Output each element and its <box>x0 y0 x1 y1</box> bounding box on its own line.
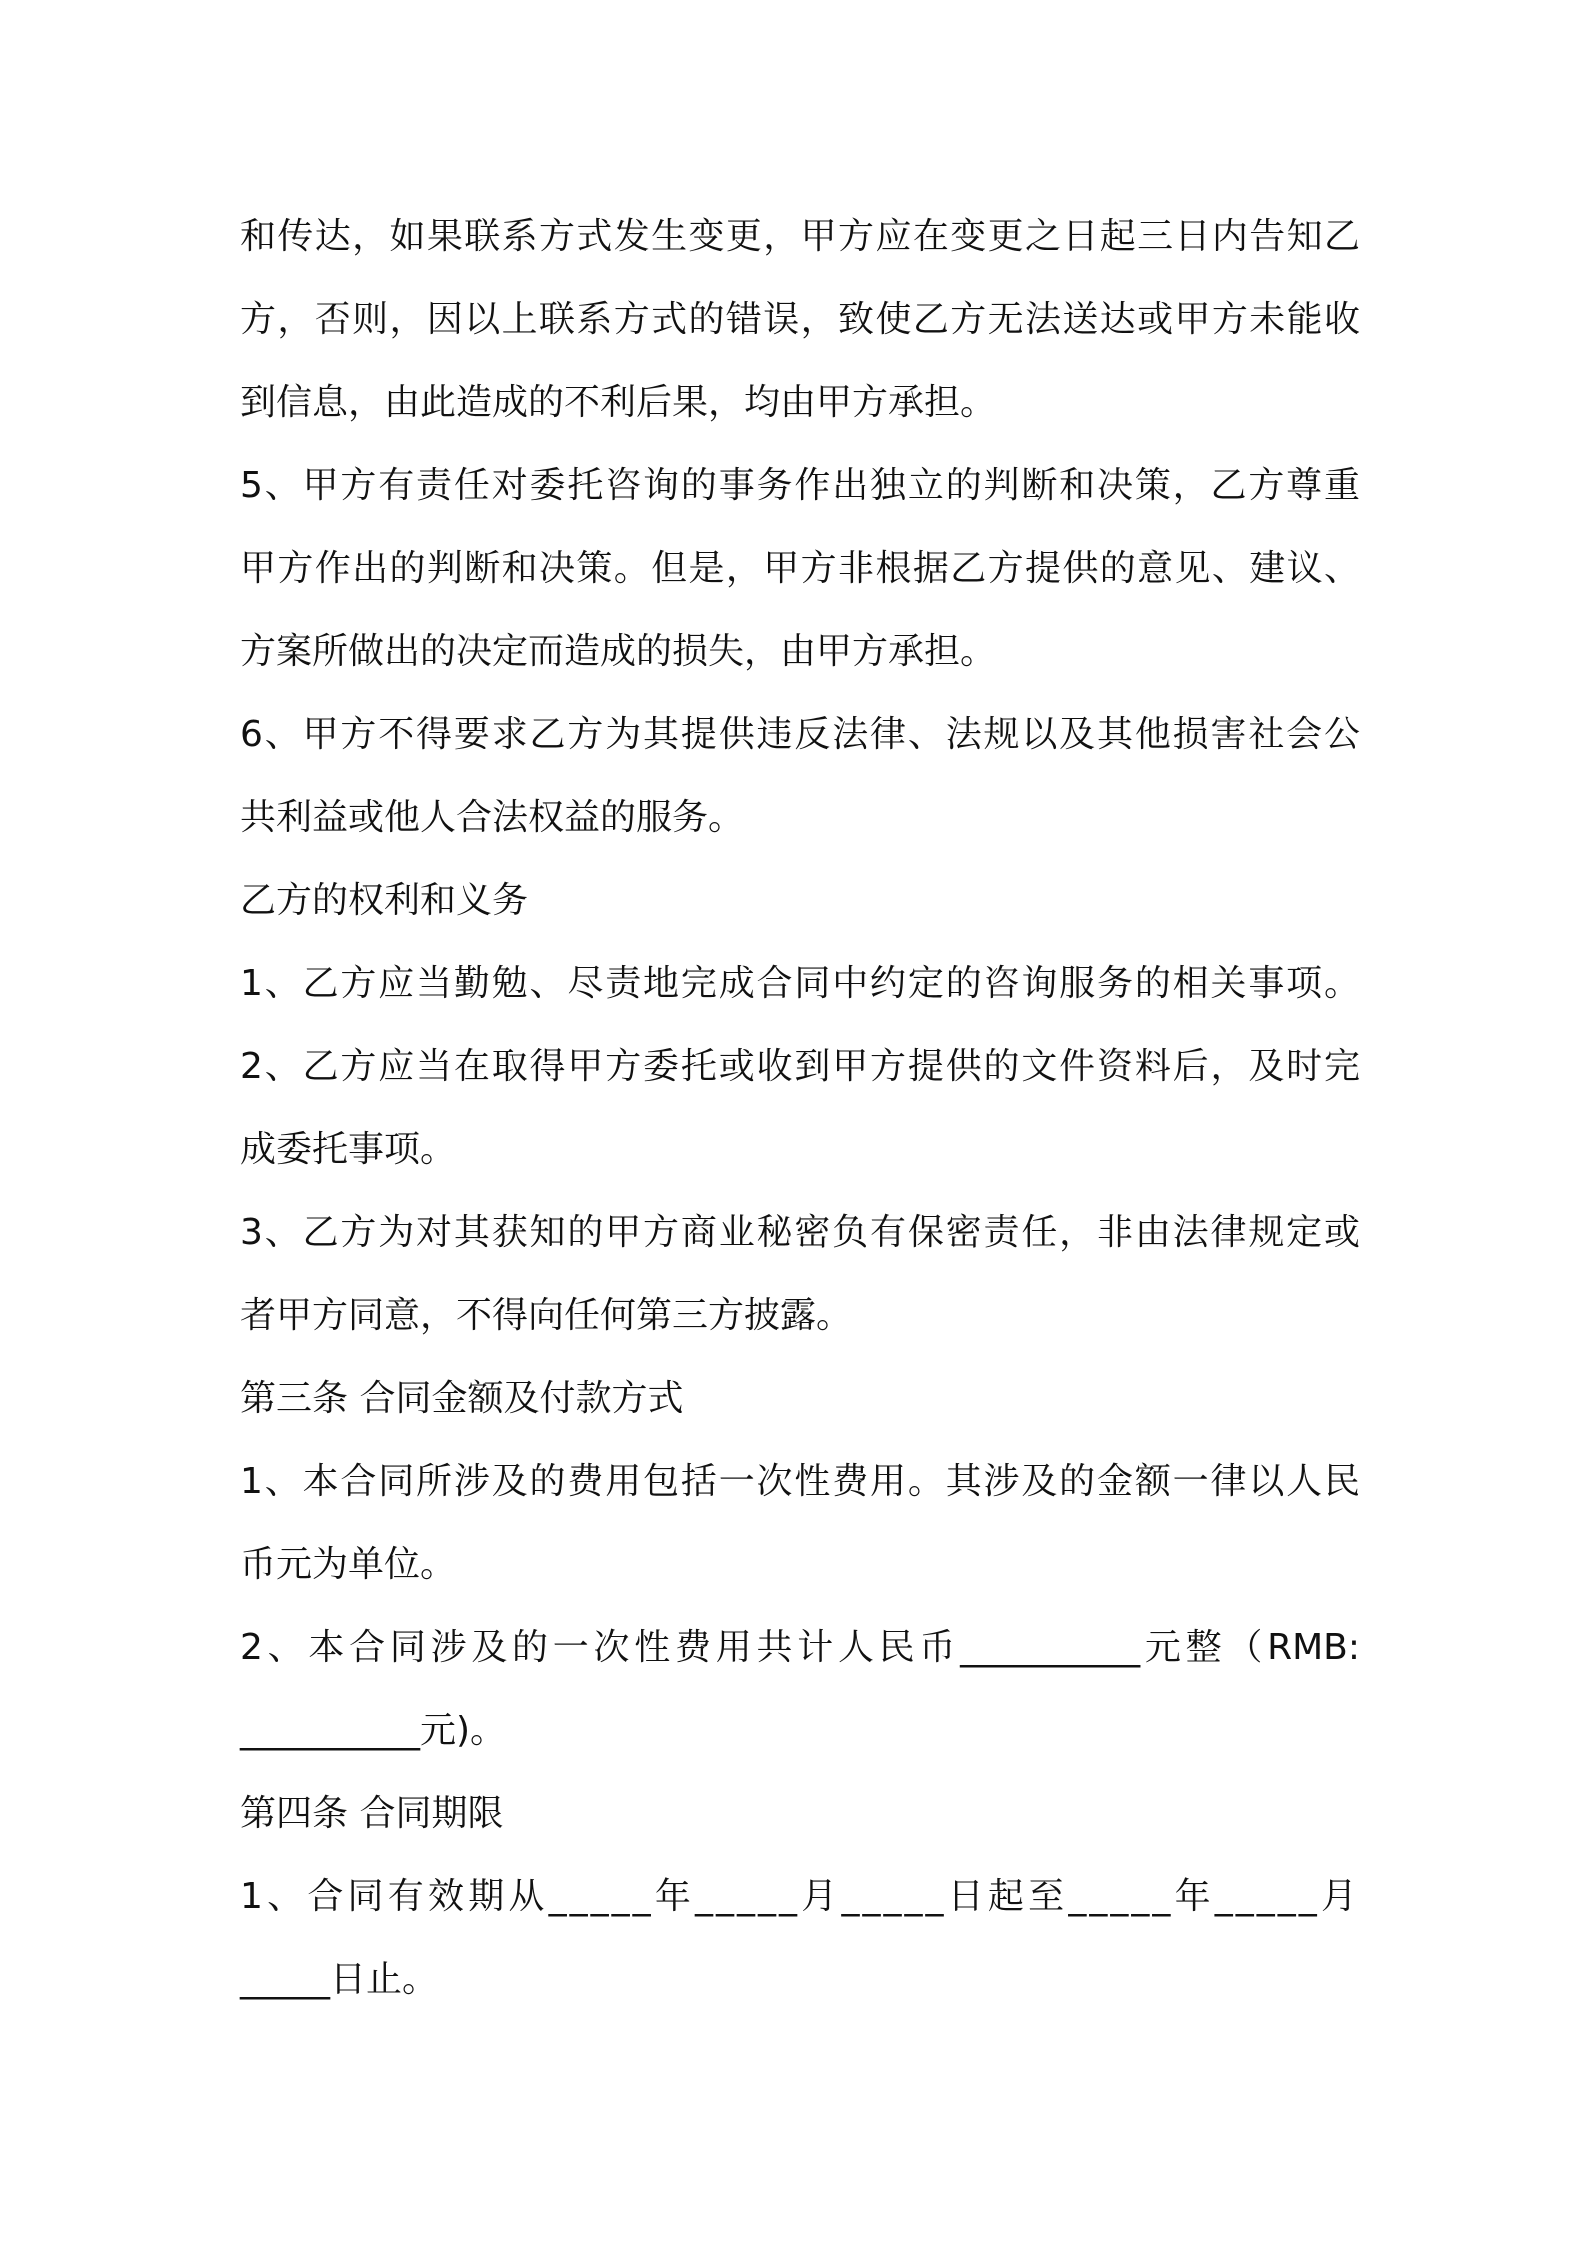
paragraph-line: 方，否则，因以上联系方式的错误，致使乙方无法送达或甲方未能收 <box>240 299 1360 340</box>
clause-1-line: 1、本合同所涉及的费用包括一次性费用。其涉及的金额一律以人民 <box>240 1461 1360 1502</box>
clause-1-line: 1、乙方应当勤勉、尽责地完成合同中约定的咨询服务的相关事项。 <box>240 963 1360 1004</box>
clause-5-line: 5、甲方有责任对委托咨询的事务作出独立的判断和决策，乙方尊重 <box>240 465 1360 506</box>
paragraph-line: 方案所做出的决定而造成的损失，由甲方承担。 <box>240 631 997 672</box>
document-body <box>240 195 1360 2021</box>
clause-2-line: 2、乙方应当在取得甲方委托或收到甲方提供的文件资料后，及时完 <box>240 1046 1360 1087</box>
article-3-heading: 第三条 合同金额及付款方式 <box>240 1378 684 1419</box>
paragraph-line: 币元为单位。 <box>240 1544 457 1585</box>
paragraph-line: 成委托事项。 <box>240 1129 457 1170</box>
clause-1-line: 1、合同有效期从_____年_____月_____日起至_____年_____月 <box>240 1876 1360 1917</box>
clause-2-line: 2、本合同涉及的一次性费用共计人民币__________元整（RMB: <box>240 1627 1360 1668</box>
paragraph-line: __________元)。 <box>240 1710 507 1751</box>
paragraph-line: _____日止。 <box>240 1959 439 2000</box>
clause-3-line: 3、乙方为对其获知的甲方商业秘密负有保密责任，非由法律规定或 <box>240 1212 1360 1253</box>
paragraph-line: 和传达，如果联系方式发生变更，甲方应在变更之日起三日内告知乙 <box>240 216 1360 257</box>
article-4-heading: 第四条 合同期限 <box>240 1793 504 1834</box>
paragraph-line: 共利益或他人合法权益的服务。 <box>240 797 745 838</box>
paragraph-line: 者甲方同意，不得向任何第三方披露。 <box>240 1295 853 1336</box>
paragraph-line: 甲方作出的判断和决策。但是，甲方非根据乙方提供的意见、建议、 <box>240 548 1360 589</box>
section-heading-party-b-rights: 乙方的权利和义务 <box>240 880 529 921</box>
paragraph-line: 到信息，由此造成的不利后果，均由甲方承担。 <box>240 382 997 423</box>
clause-6-line: 6、甲方不得要求乙方为其提供违反法律、法规以及其他损害社会公 <box>240 714 1360 755</box>
